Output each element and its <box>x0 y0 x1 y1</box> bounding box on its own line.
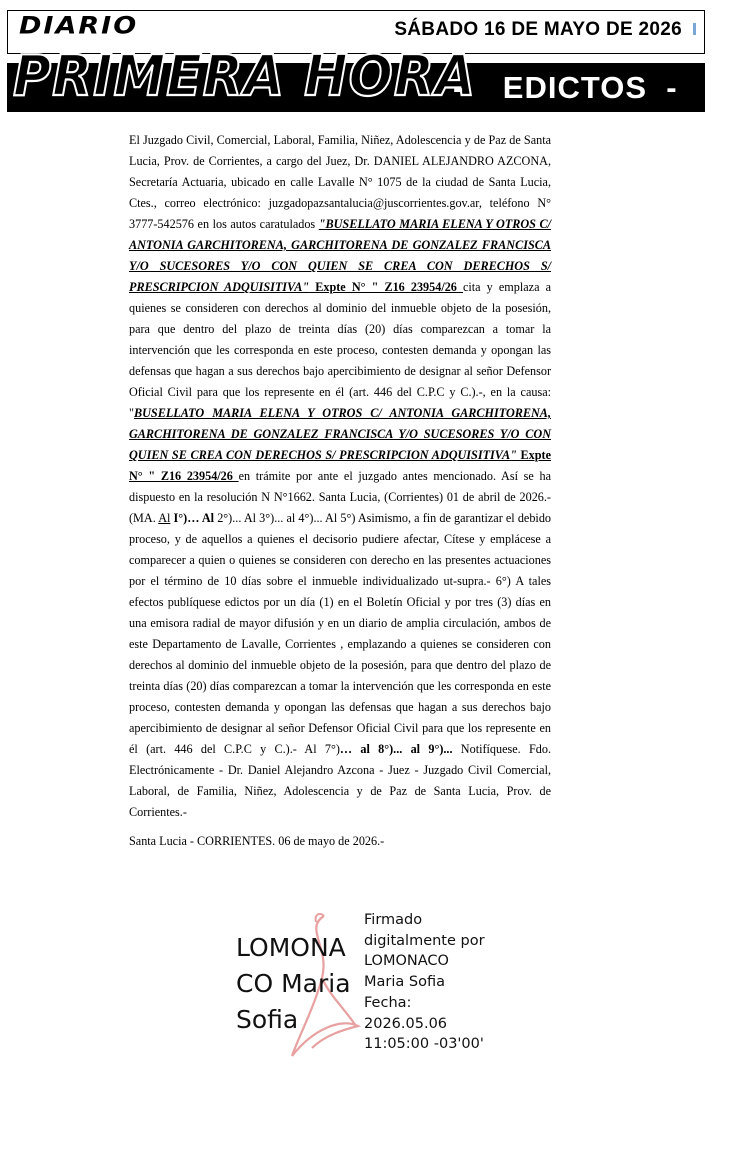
brand-diario: DIARIO <box>19 12 139 40</box>
signature-details: Firmado digitalmente por LOMONACO Maria Sofia Fecha: 2026.05.06 11:05:00 -03'00' <box>364 912 485 1053</box>
issue-date: SÁBADO 16 DE MAYO DE 2026 <box>394 19 682 40</box>
digital-signature <box>236 908 526 1068</box>
case-number: Expte N° " Z16 23954/26 <box>309 280 463 294</box>
case-caption: "BUSELLATO MARIA ELENA Y OTROS C/ ANTONIA GARCHITORENA, GARCHITORENA DE GONZALEZ FRANCISCA Y/O SUCESORES Y/O CON QUIEN SE CREA CON DERECHOS S/ PRESCRIPCION ADQUISITIVA" <box>129 217 551 294</box>
brand-primera-hora: PRIMERA HORA <box>13 44 477 109</box>
signer-name: LOMONA CO Maria Sofia <box>236 933 351 1034</box>
date-bar-marker <box>693 23 696 35</box>
masthead <box>7 10 705 112</box>
section-title: - EDICTOS - <box>453 70 678 105</box>
case-caption-repeat: BUSELLATO MARIA ELENA Y OTROS C/ ANTONIA GARCHITORENA, GARCHITORENA DE GONZALEZ FRANCISCA Y/O SUCESORES Y/O CON QUIEN SE CREA CON DERECHOS S/ PRESCRIPCION ADQUISITIVA" <box>129 406 551 462</box>
edict-text: El Juzgado Civil, Comercial, Laboral, Familia, Niñez, Adolescencia y de Paz de Santa Lucia, Prov. de Corrientes, a cargo del Juez, Dr. DANIEL ALEJANDRO AZCONA, Secretaría Actuaria, ubicado en calle Lavalle N° 1075 de la ciudad de Santa Lucia, Ctes., correo electrónico: juzgadopazsantalucia@juscorrientes.gov.ar, teléfono N° 3777-542576 en los autos caratulados "BUSELLATO MARIA ELENA Y OTROS C/ ANTONIA GARCHITORENA, GARCHITORENA DE GONZALEZ FRANCISCA Y/O SUCESORES Y/O CON QUIEN SE CREA CON DERECHOS S/ PRESCRIPCION ADQUISITIVA" Expte N° " Z16 23954/26 cita y emplaza a quienes se consideren con derechos al dominio del inmueble objeto de la posesión, para que dentro del plazo de treinta días (20) días comparezcan a tomar la intervención que les corresponda en este proceso, contesten demanda y opongan las defensas que hagan a sus derechos bajo apercibimiento de designar al señor Defensor Oficial Civil para que los represente en él (art. 446 del C.P.C y C.).-, en la causa: "BUSELLATO MARIA ELENA Y OTROS C/ ANTONIA GARCHITORENA, GARCHITORENA DE GONZALEZ FRANCISCA Y/O SUCESORES Y/O CON QUIEN SE CREA CON DERECHOS S/ PRESCRIPCION ADQUISITIVA" Expte N° " Z16 23954/26 en trámite por ante el juzgado antes mencionado. Así se ha dispuesto en la resolución N N°1662. Santa Lucia, (Corrientes) 01 de abril de 2026.- (MA. Al I°)… Al 2°)... Al 3°)... al 4°)... Al 5°) Asimismo, a fin de garantizar el debido proceso, y de aquellos a quienes el decisorio pudiere afectar, Cítese y emplácese a comparecer a quien o quienes se consideren con derecho en las presentes actuaciones por el término de 10 días sobre el inmueble individualizado ut-supra.- 6°) A tales efectos publíquese edictos por un día (1) en el Boletín Oficial y por tres (3) días en una emisora radial de mayor difusión y en un diario de amplia circulación, ambos de este Departamento de Lavalle, Corrientes , emplazando a quienes se consideren con derechos al dominio del inmueble objeto de la posesión, para que dentro del plazo de treinta días (20) días comparezcan a tomar la intervención que les corresponda en este proceso, contesten demanda y opongan las defensas que hagan a sus derechos bajo apercibimiento de designar al señor Defensor Oficial Civil para que los represente en él (art. 446 del C.P.C y C.).- Al 7°)… al 8°)... al 9°)... Notifíquese. Fdo. Electrónicamente - Dr. Daniel Alejandro Azcona - Juez - Juzgado Civil Comercial, Laboral, de Familia, Niñez, Adolescencia y de Paz de Santa Lucia, Prov. de Corrientes.- <box>129 133 552 819</box>
place-and-date: Santa Lucia - CORRIENTES. 06 de mayo de 2026.- <box>129 834 385 848</box>
edict-body <box>129 130 551 852</box>
case-number-repeat: Expte N° " Z16 23954/26 <box>129 448 552 483</box>
